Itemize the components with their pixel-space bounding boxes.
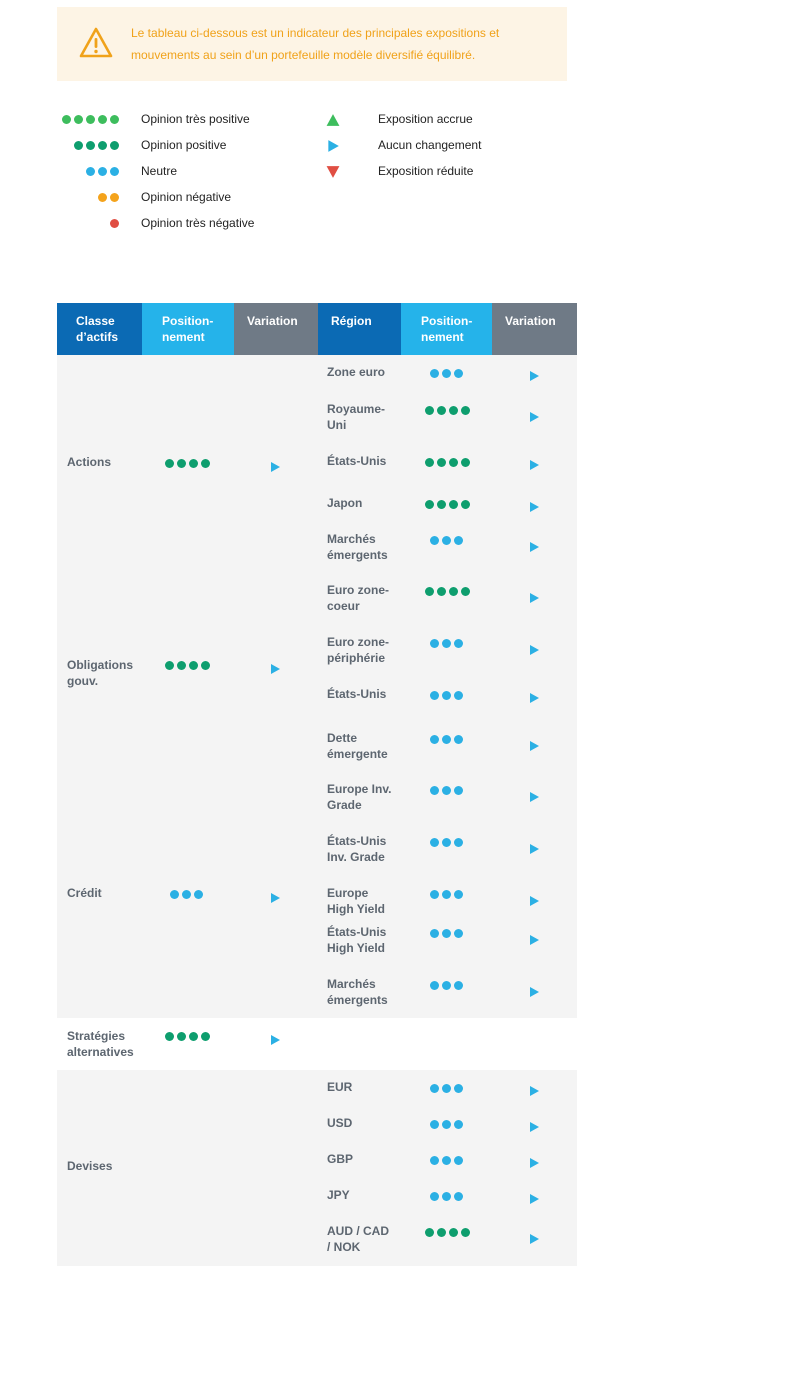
region-line: Marchés [327,532,376,546]
opinion-dot [454,536,463,545]
region-line: JPY [327,1188,350,1202]
asset-positioning-dots [170,890,203,899]
header-region-positioning: Position- nement [401,303,492,355]
legend-label: Aucun changement [378,138,482,152]
legend-label: Opinion très positive [141,112,250,126]
region-label [327,1187,402,1203]
opinion-dot [110,167,119,176]
opinion-dot [430,838,439,847]
triangle-right-icon [528,1233,540,1245]
legend-label: Exposition accrue [378,112,473,126]
opinion-dot [201,1032,210,1041]
region-label [327,531,402,563]
triangle-right-icon [528,986,540,998]
triangle-right-icon [269,461,281,473]
opinion-dot [86,167,95,176]
table-group [57,772,577,1018]
opinion-dot [110,219,119,228]
asset-class-line: alternatives [67,1045,134,1059]
opinion-dot [98,141,107,150]
region-line: Uni [327,418,347,432]
opinion-dot [442,639,451,648]
triangle-right-icon [528,459,540,471]
triangle-down-icon [326,165,340,179]
region-label [327,1079,402,1095]
opinion-dot [425,458,434,467]
triangle-right-icon [528,411,540,423]
opinion-dot [430,369,439,378]
opinion-dot [177,661,186,670]
region-positioning-dots [430,639,463,648]
legend-label: Exposition réduite [378,164,474,178]
legend-label: Opinion négative [141,190,232,204]
opinion-dot [454,1084,463,1093]
opinion-dot [449,1228,458,1237]
triangle-right-icon [528,791,540,803]
opinion-dot [74,115,83,124]
opinion-dot [454,838,463,847]
region-line: Royaume- [327,402,386,416]
opinion-dot [454,1156,463,1165]
opinion-dot [449,500,458,509]
region-label [327,401,402,433]
warning-icon [79,26,113,60]
opinion-dot [442,369,451,378]
region-positioning-dots [430,1156,463,1165]
triangle-right-icon [528,895,540,907]
region-line: émergents [327,548,388,562]
opinion-dot [110,115,119,124]
region-positioning-dots [430,1084,463,1093]
opinion-dot [430,890,439,899]
asset-class-label [67,657,133,689]
table-group [57,1070,577,1266]
opinion-dot [430,1120,439,1129]
legend-dots [62,115,119,124]
region-positioning-dots [425,406,470,415]
opinion-dot [98,115,107,124]
region-line: Europe Inv. [327,782,392,796]
opinion-dot [454,929,463,938]
table-header [57,303,577,355]
region-line: Dette [327,731,358,745]
region-label [327,730,402,762]
asset-class-line: Devises [67,1159,113,1173]
region-positioning-dots [430,929,463,938]
opinion-dot [437,406,446,415]
legend-dots [110,219,119,228]
opinion-dot [182,890,191,899]
opinion-dot [437,500,446,509]
triangle-right-icon [528,501,540,513]
opinion-dot [461,458,470,467]
region-line: High Yield [327,902,386,916]
asset-class-line: Stratégies [67,1029,126,1043]
opinion-dot [110,141,119,150]
opinion-dot [194,890,203,899]
region-line: États-Unis [327,925,387,939]
region-line: Euro zone- [327,583,389,597]
region-line: États-Unis [327,454,387,468]
opinion-dot [430,691,439,700]
region-positioning-dots [430,838,463,847]
triangle-right-icon [528,740,540,752]
opinion-dot [437,587,446,596]
opinion-dot [170,890,179,899]
opinion-dot [461,1228,470,1237]
region-label [327,924,402,956]
opinion-dot [442,838,451,847]
opinion-dot [437,458,446,467]
region-label [327,686,402,702]
opinion-dot [454,786,463,795]
region-label [327,1223,402,1255]
legend-label: Opinion positive [141,138,227,152]
opinion-dot [430,929,439,938]
region-positioning-dots [430,691,463,700]
region-label [327,453,402,469]
opinion-dot [177,459,186,468]
region-label [327,1115,402,1131]
opinion-dot [461,500,470,509]
opinion-dot [165,1032,174,1041]
notice-text: Le tableau ci-dessous est un indicateur des principales expositions et mouvements au sein d’un portefeuille modèle diversifié équilibré. [131,26,500,62]
region-positioning-dots [430,981,463,990]
asset-positioning-dots [165,661,210,670]
opinion-dot [98,167,107,176]
region-line: Inv. Grade [327,850,385,864]
region-positioning-dots [430,1120,463,1129]
header-variation: Variation [234,303,318,355]
region-label [327,781,402,813]
region-label [327,1151,402,1167]
opinion-dot [201,661,210,670]
opinion-dot [454,639,463,648]
triangle-right-icon [269,1034,281,1046]
region-line: EUR [327,1080,353,1094]
asset-class-line: Actions [67,455,112,469]
opinion-dot [86,141,95,150]
region-line: AUD / CAD [327,1224,389,1238]
triangle-right-icon [528,541,540,553]
notice-banner [57,7,567,81]
asset-class-label [67,1028,134,1060]
asset-class-line: Crédit [67,886,102,900]
region-positioning-dots [425,587,470,596]
region-positioning-dots [430,1192,463,1201]
opinion-dot [442,1120,451,1129]
triangle-right-icon [528,1193,540,1205]
region-positioning-dots [430,890,463,899]
legend-dots [98,193,119,202]
region-line: périphérie [327,651,386,665]
triangle-right-icon [528,934,540,946]
opinion-dot [177,1032,186,1041]
opinion-dot [442,735,451,744]
region-positioning-dots [425,1228,470,1237]
opinion-dot [430,786,439,795]
triangle-right-icon [528,1121,540,1133]
opinion-dot [74,141,83,150]
legend-dots [86,167,119,176]
opinion-dot [430,536,439,545]
table-group [57,573,577,772]
opinion-dot [454,735,463,744]
triangle-right-icon [269,892,281,904]
region-positioning-dots [430,735,463,744]
opinion-dot [201,459,210,468]
asset-class-label [67,1158,112,1174]
opinion-dot [449,587,458,596]
region-positioning-dots [425,500,470,509]
region-line: Europe [327,886,369,900]
region-line: High Yield [327,941,386,955]
region-line: / NOK [327,1240,361,1254]
region-label [327,495,402,511]
asset-class-label [67,885,102,901]
opinion-dot [437,1228,446,1237]
opinion-dot [454,1192,463,1201]
triangle-right-icon [528,370,540,382]
region-label [327,885,402,917]
opinion-dot [454,981,463,990]
opinion-dot [425,406,434,415]
legend-label: Opinion très négative [141,216,255,230]
opinion-dot [449,406,458,415]
opinion-dot [165,459,174,468]
triangle-right-icon [326,139,340,153]
region-positioning-dots [430,369,463,378]
triangle-right-icon [269,663,281,675]
header-positioning: Position- nement [142,303,234,355]
opinion-dot [430,639,439,648]
asset-class-line: Obligations [67,658,133,672]
opinion-dot [442,1084,451,1093]
region-line: émergente [327,747,388,761]
opinion-dot [189,661,198,670]
region-label [327,634,402,666]
region-line: États-Unis [327,687,387,701]
region-label [327,364,402,380]
region-line: émergents [327,993,388,1007]
region-label [327,582,402,614]
triangle-right-icon [528,592,540,604]
region-line: Grade [327,798,362,812]
opinion-dot [165,661,174,670]
region-label [327,833,402,865]
opinion-dot [454,890,463,899]
region-line: coeur [327,599,360,613]
header-region: Région [318,303,401,355]
triangle-right-icon [528,843,540,855]
opinion-dot [62,115,71,124]
triangle-right-icon [528,1157,540,1169]
asset-class-line: gouv. [67,674,99,688]
opinion-dot [442,691,451,700]
opinion-dot [442,536,451,545]
header-region-variation: Variation [492,303,577,355]
region-line: GBP [327,1152,354,1166]
triangle-right-icon [528,1085,540,1097]
opinion-dot [430,1084,439,1093]
region-line: USD [327,1116,353,1130]
region-line: Marchés [327,977,376,991]
opinion-dot [442,786,451,795]
opinion-dot [189,459,198,468]
opinion-dot [425,587,434,596]
opinion-dot [442,890,451,899]
region-line: Euro zone- [327,635,389,649]
region-positioning-dots [425,458,470,467]
triangle-up-icon [326,113,340,127]
table-group [57,355,577,573]
opinion-dot [442,1156,451,1165]
opinion-dot [454,1120,463,1129]
opinion-dot [425,1228,434,1237]
opinion-dot [454,369,463,378]
opinion-dot [430,1192,439,1201]
opinion-dot [442,929,451,938]
opinion-dot [454,691,463,700]
legend-label: Neutre [141,164,178,178]
region-line: Japon [327,496,363,510]
opinion-dot [86,115,95,124]
region-positioning-dots [430,786,463,795]
region-positioning-dots [430,536,463,545]
opinion-dot [425,500,434,509]
opinion-dot [442,981,451,990]
opinion-dot [461,406,470,415]
opinion-dot [461,587,470,596]
asset-class-label [67,454,111,470]
asset-positioning-dots [165,1032,210,1041]
opinion-dot [449,458,458,467]
opinion-dot [98,193,107,202]
asset-positioning-dots [165,459,210,468]
opinion-dot [189,1032,198,1041]
legend [57,108,577,238]
table-group [57,1018,577,1070]
region-line: États-Unis [327,834,387,848]
opinion-dot [430,735,439,744]
opinion-dot [430,1156,439,1165]
region-line: Zone euro [327,365,386,379]
region-label [327,976,402,1008]
legend-dots [74,141,119,150]
opinion-dot [110,193,119,202]
triangle-right-icon [528,644,540,656]
opinion-dot [442,1192,451,1201]
header-asset-class: Classe d’actifs [57,303,142,355]
triangle-right-icon [528,692,540,704]
opinion-dot [430,981,439,990]
